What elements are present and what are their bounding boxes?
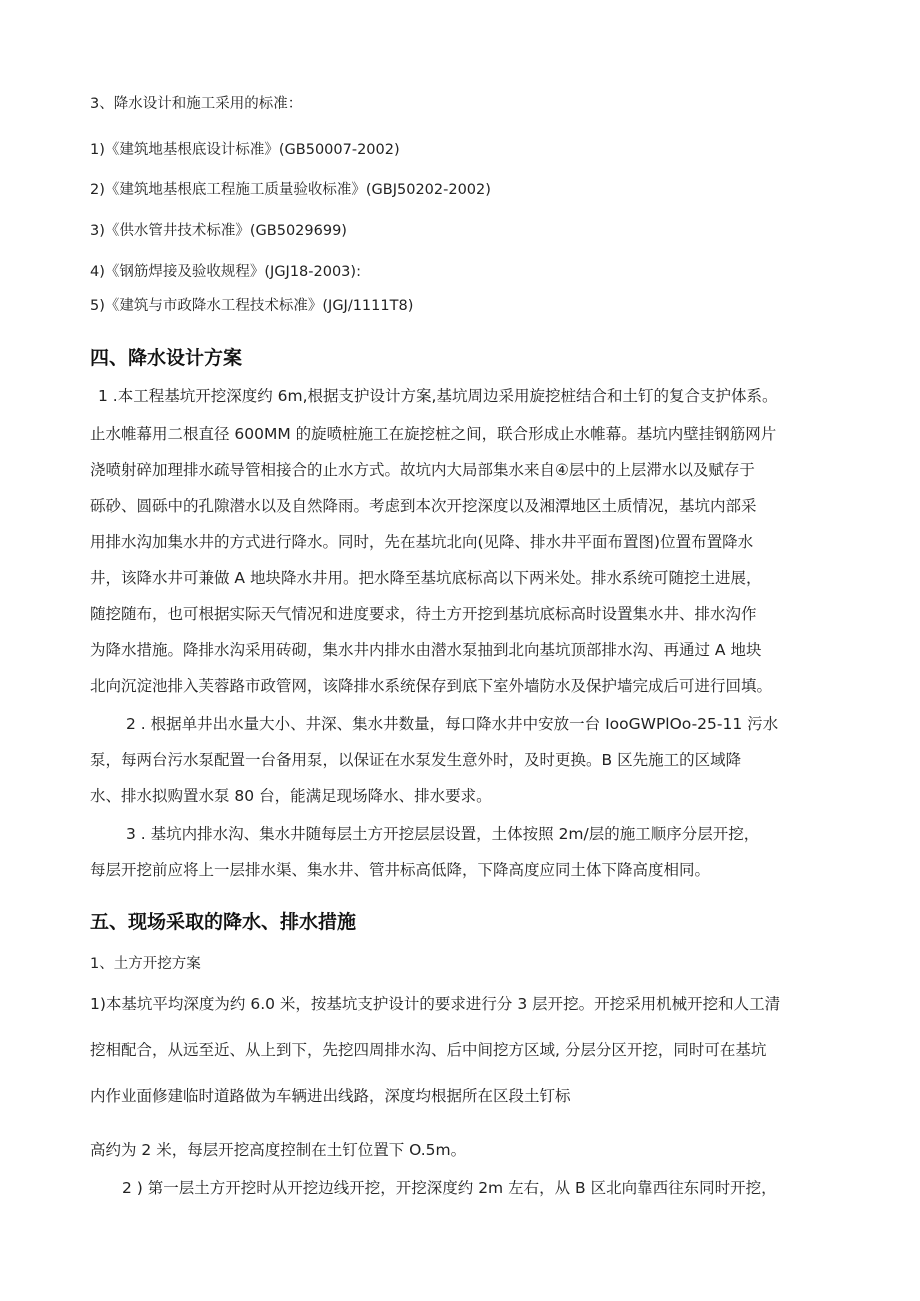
paragraph-line: 砾砂、圆砾中的孔隙潜水以及自然降雨。考虑到本次开挖深度以及湘潭地区土质情况，基坑内部采 bbox=[90, 497, 757, 515]
standard-item: 5)《建筑与市政降水工程技术标准》(JGJ/1111T8) bbox=[90, 298, 414, 314]
subsection-title: 1、土方开挖方案 bbox=[90, 956, 201, 972]
paragraph-line: 每层开挖前应将上一层排水渠、集水井、管井标高低降，下降高度应同土体下降高度相同。 bbox=[90, 861, 711, 879]
paragraph-line: 1)本基坑平均深度为约 6.0 米，按基坑支护设计的要求进行分 3 层开挖。开挖采用机械开挖和人工清 bbox=[90, 995, 781, 1013]
paragraph-line: 水、排水拟购置水泵 80 台，能满足现场降水、排水要求。 bbox=[90, 787, 492, 805]
paragraph-line: 内作业面修建临时道路做为车辆进出线路，深度均根据所在区段土钉标 bbox=[90, 1087, 571, 1105]
paragraph-line: 北向沉淀池排入芙蓉路市政管网，该降排水系统保存到底下室外墙防水及保护墙完成后可进行回填。 bbox=[90, 677, 773, 695]
paragraph-line: 泵，每两台污水泵配置一台备用泵，以保证在水泵发生意外时，及时更换。B 区先施工的区域降 bbox=[90, 751, 742, 769]
standard-item: 2)《建筑地基根底工程施工质量验收标准》(GBJ50202-2002) bbox=[90, 182, 491, 198]
paragraph-line: 高约为 2 米，每层开挖高度控制在土钉位置下 O.5m。 bbox=[90, 1141, 467, 1159]
section-5-title: 五、现场采取的降水、排水措施 bbox=[90, 911, 357, 933]
paragraph-line: 2 . 根据单井出水量大小、井深、集水井数量，每口降水井中安放一台 IooGWPlOo-25-11 污水 bbox=[126, 715, 779, 733]
paragraph-line: 1 .本工程基坑开挖深度约 6m,根据支护设计方案,基坑周边采用旋挖桩结合和土钉的复合支护体系。 bbox=[98, 387, 778, 405]
standard-item: 1)《建筑地基根底设计标准》(GB50007-2002) bbox=[90, 142, 400, 158]
standard-item: 4)《钢筋焊接及验收规程》(JGJ18-2003): bbox=[90, 264, 361, 280]
paragraph-line: 止水帷幕用二根直径 600MM 的旋喷桩施工在旋挖桩之间，联合形成止水帷幕。基坑内壁挂钢筋网片 bbox=[90, 425, 777, 443]
standard-item: 3)《供水管井技术标准》(GB5029699) bbox=[90, 223, 347, 239]
paragraph-line: 用排水沟加集水井的方式进行降水。同时，先在基坑北向(见降、排水井平面布置图)位置布置降水 bbox=[90, 533, 754, 551]
paragraph-line: 为降水措施。降排水沟采用砖砌，集水井内排水由潜水泵抽到北向基坑顶部排水沟、再通过 A 地块 bbox=[90, 641, 762, 659]
standards-heading: 3、降水设计和施工采用的标准： bbox=[90, 96, 303, 112]
paragraph-line: 3 . 基坑内排水沟、集水井随每层土方开挖层层设置，土体按照 2m/层的施工顺序分层开挖， bbox=[126, 825, 760, 843]
paragraph-line: 井，该降水井可兼做 A 地块降水井用。把水降至基坑底标高以下两米处。排水系统可随挖土进展， bbox=[90, 569, 762, 587]
paragraph-line: 随挖随布，也可根据实际天气情况和进度要求，待土方开挖到基坑底标高时设置集水井、排水沟作 bbox=[90, 605, 757, 623]
paragraph-line: 浇喷射碎加理排水疏导管相接合的止水方式。故坑内大局部集水来自④层中的上层滞水以及赋存于 bbox=[90, 461, 755, 479]
section-4-title: 四、降水设计方案 bbox=[90, 347, 243, 369]
paragraph-line: 2 ) 第一层土方开挖时从开挖边线开挖，开挖深度约 2m 左右，从 B 区北向靠西往东同时开挖， bbox=[122, 1179, 777, 1197]
paragraph-line: 挖相配合，从远至近、从上到下，先挖四周排水沟、后中间挖方区域, 分层分区开挖，同时可在基坑 bbox=[90, 1041, 767, 1059]
